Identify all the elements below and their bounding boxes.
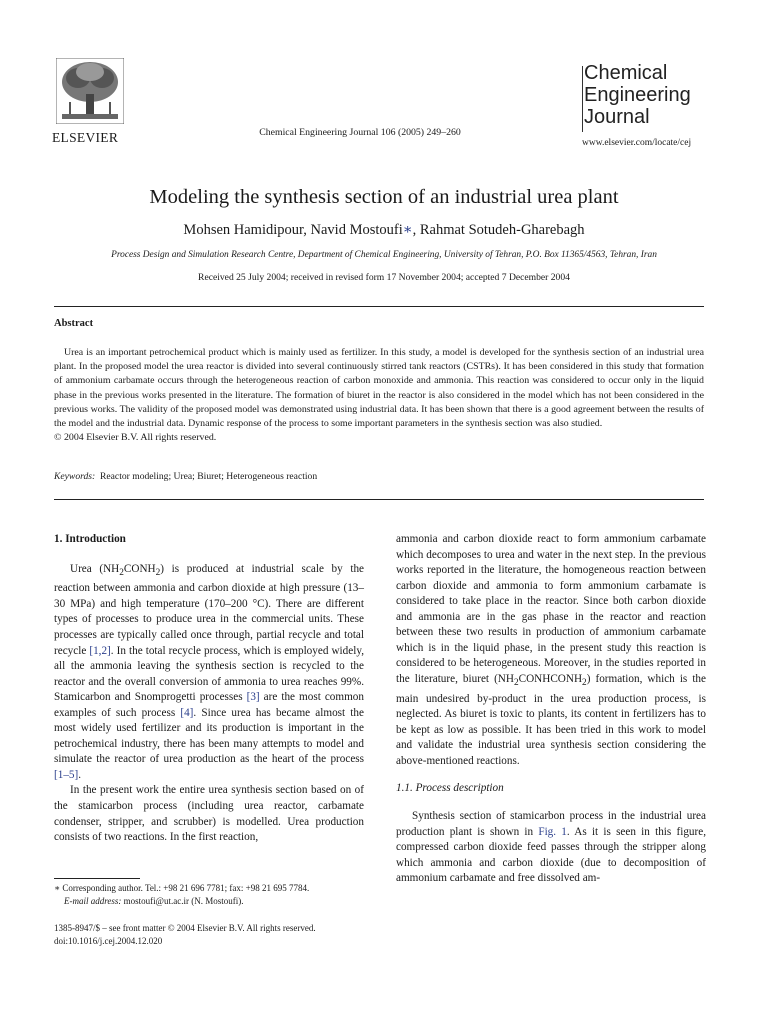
keywords-label: Keywords: <box>54 471 96 482</box>
author-names: Mohsen Hamidipour, Navid Mostoufi <box>183 222 403 238</box>
column-left <box>54 532 364 846</box>
abstract-heading: Abstract <box>54 318 94 329</box>
journal-logo-line: Journal <box>584 106 650 128</box>
email-note <box>54 895 374 908</box>
article-title: Modeling the synthesis section of an industrial urea plant <box>149 186 619 208</box>
issn-line: 1385-8947/$ – see front matter © 2004 Elsevier B.V. All rights reserved. <box>54 923 316 933</box>
doi-line[interactable]: doi:10.1016/j.cej.2004.12.020 <box>54 936 163 946</box>
elsevier-tree-icon <box>56 58 124 124</box>
figure-link[interactable]: Fig. 1 <box>538 825 567 838</box>
journal-url[interactable]: www.elsevier.com/locate/cej <box>582 138 692 148</box>
elsevier-logo <box>52 58 130 146</box>
journal-logo-line: Chemical <box>584 62 668 84</box>
abstract-copyright: © 2004 Elsevier B.V. All rights reserved. <box>54 432 217 444</box>
section-heading-introduction: 1. Introduction <box>54 533 126 545</box>
keywords <box>54 471 317 482</box>
front-matter <box>54 922 316 948</box>
article-authors <box>0 222 768 239</box>
publisher-name: ELSEVIER <box>52 130 119 145</box>
footnote-rule <box>54 878 140 879</box>
intro-paragraph: In the present work the entire urea synthesis section based on of the stamicarbon process (including urea reactor, carbamate condenser, stripper, and scrubber) is modelled. Urea production consists of two reactions. In the first reaction, <box>54 784 364 844</box>
author-names-tail: , Rahmat Sotudeh-Gharebagh <box>412 222 585 238</box>
divider-bottom <box>54 499 704 500</box>
journal-logo-line: Engineering <box>584 84 691 106</box>
footnote <box>54 882 374 908</box>
article-dates: Received 25 July 2004; received in revised form 17 November 2004; accepted 7 December 2004 <box>198 272 570 283</box>
journal-logo <box>584 62 714 128</box>
citation-link[interactable]: [1–5] <box>54 768 79 781</box>
corresponding-author-mark[interactable]: ∗ <box>402 222 413 238</box>
subsection-heading-process: 1.1. Process description <box>396 782 504 795</box>
journal-reference: Chemical Engineering Journal 106 (2005) 249–260 <box>259 127 461 138</box>
column-right <box>396 532 706 887</box>
process-paragraph: Synthesis section of stamicarbon process in the industrial urea production plant is shown in Fig. 1. As it is seen in this figure, compressed carbon dioxide feed passes through the stripper along which ammonia and carbon dioxide (due to decomposition of ammonium carbamate and free dissolved am- <box>396 809 706 885</box>
divider-top <box>54 306 704 307</box>
author-affiliation: Process Design and Simulation Research Centre, Department of Chemical Engineering, University of Tehran, P.O. Box 11365/4563, Tehran, Iran <box>111 250 657 260</box>
email-label: E-mail address: <box>64 896 122 906</box>
citation-link[interactable]: [1,2] <box>89 644 111 657</box>
journal-logo-rule <box>582 66 583 132</box>
keywords-text: Reactor modeling; Urea; Biuret; Heterogeneous reaction <box>100 471 318 482</box>
abstract-body <box>54 346 704 445</box>
email-address[interactable]: mostoufi@ut.ac.ir (N. Mostoufi). <box>121 896 244 906</box>
intro-paragraph: Urea $(NH_2CONH_2)$ is produced at industrial scale by the reaction between ammonia and carbon dioxide at high pressure (13–30 MPa) and high temperature (170–200 °C). There are different types of processes to produce urea in the commercial units. These processes are typically called once through, partial recycle and total recycle [1,2]. In the total recycle process, which is employed widely, all the ammonia leaving the synthesis section is recycled to the reactor and the overall conversion of ammonia to urea reaches 99%. Stamicarbon and Snomprogetti processes [3] are the most common examples of such process [4]. Since urea has became almost the most widely used fertilizer and its production is important in the petrochemical industry, there has been many attempts to model and simulate the reactor of urea production as the heart of the process [1–5]. <box>54 562 365 781</box>
citation-link[interactable]: [3] <box>246 691 260 704</box>
abstract-text: Urea is an important petrochemical product which is mainly used as fertilizer. In this study, a model is developed for the synthesis section of an industrial urea plant. In the proposed model the urea reactor is divided into several continuously stirred tank reactors (CSTRs). It has been considered in this study that formation of ammonium carbamate occurs through the heterogeneous reaction of carbon monoxide and ammonia. This reaction was considered to occur only in the liquid phase in the previous works presented in the literature. The formation of biuret in the reactor is also considered in the model which has not been considered in the previous works. The validity of the proposed model was demonstrated using industrial data. It has been shown that there is a good agreement between the results of the model and the industrial data. Dynamic response of the process to some important parameters in the synthesis section was also studied. <box>54 347 704 430</box>
citation-link[interactable]: [4] <box>180 706 194 719</box>
corresponding-author-note: ∗ Corresponding author. Tel.: +98 21 696 7781; fax: +98 21 695 7784. <box>54 883 310 893</box>
intro-paragraph-continued: ammonia and carbon dioxide react to form ammonium carbamate which decomposes to urea and water in the next step. In the previous works reported in the literature, the homogeneous reaction between carbon dioxide and ammonia to form ammonium carbamate is considered to take place in the reactor. Since both carbon dioxide and ammonia are in the gas phase in the reactor and reaction between these two results in production of ammonium carbamate which is in the liquid phase, in the present study this reaction is considered to be heterogeneous. Moreover, in the studies reported in the literature, biuret $(NH_2CONHCONH_2)$ formation, which is the main undesired by-product in the urea production process, is neglected. As biuret is toxic to plants, its content in fertilizers has to be kept as low as possible. It has been tried in this work to model and validate the industrial urea synthesis section considering the above-mentioned reactions. <box>396 533 706 767</box>
